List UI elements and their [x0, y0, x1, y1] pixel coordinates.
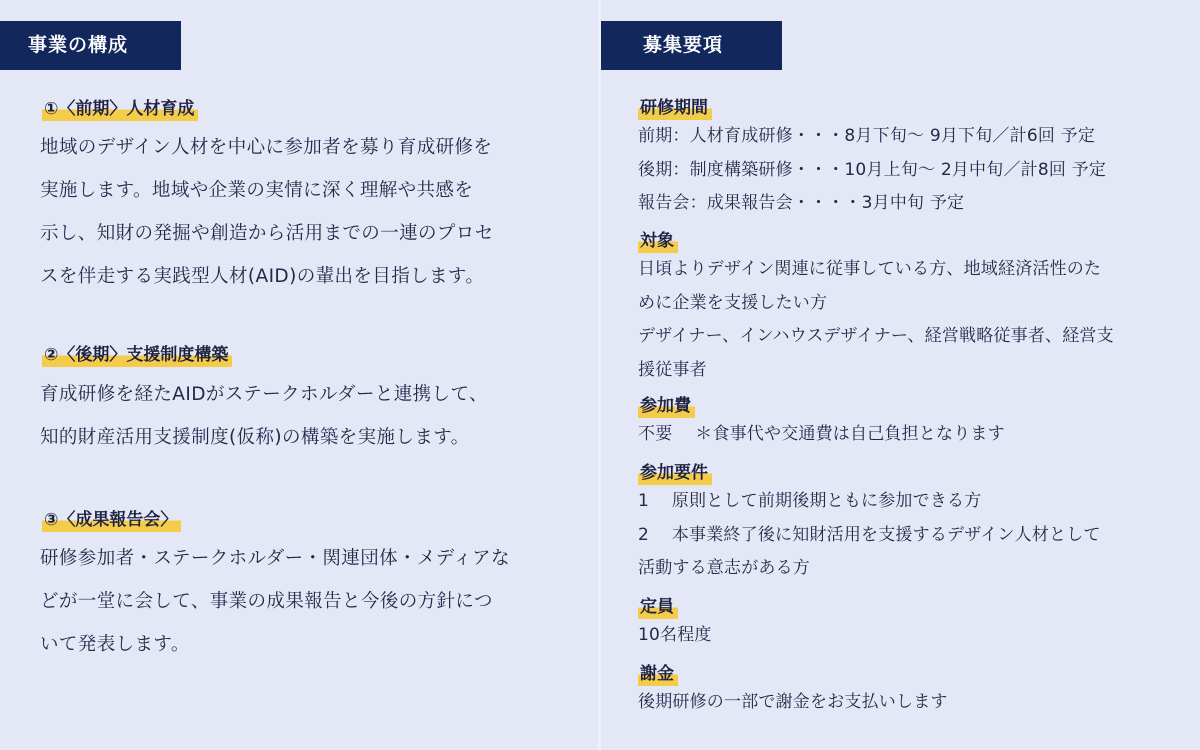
fee-line: 不要 ＊食事代や交通費は自己負担となります [638, 424, 1005, 444]
phase3-line: いて発表します。 [40, 634, 190, 655]
phase2-heading: ②〈後期〉支援制度構築 [42, 343, 232, 367]
capacity-line: 10名程度 [638, 625, 712, 645]
recruitment-title: 募集要項 [601, 21, 782, 70]
requirements-line: 1 原則として前期後期ともに参加できる方 [638, 491, 982, 511]
phase1-heading-wrap [42, 97, 198, 121]
phase3-line: どが一堂に会して、事業の成果報告と今後の方針につ [40, 591, 493, 612]
capacity-heading: 定員 [638, 595, 678, 619]
capacity-item [638, 595, 1183, 653]
requirements-text [638, 485, 1183, 586]
phase3-heading-wrap [42, 508, 181, 532]
period-line: 報告会：成果報告会・・・・3月中旬 予定 [638, 193, 965, 213]
phase2-line: 知的財産活用支援制度(仮称)の構築を実施します。 [40, 427, 470, 448]
fee-heading: 参加費 [638, 394, 695, 418]
honorarium-text [638, 686, 1183, 720]
target-text [638, 253, 1183, 387]
honorarium-item [638, 662, 1183, 720]
phase2-line: 育成研修を経たAIDがステークホルダーと連携して、 [40, 384, 488, 405]
phase1-line: 地域のデザイン人材を中心に参加者を募り育成研修を [40, 137, 493, 158]
phase1-line: 実施します。地域や企業の実情に深く理解や共感を [40, 180, 474, 201]
phase1-text [40, 126, 570, 298]
period-text [638, 120, 1183, 221]
fee-text [638, 418, 1183, 452]
honorarium-heading: 謝金 [638, 662, 678, 686]
period-line: 前期：人材育成研修・・・8月下旬～ 9月下旬／計6回 予定 [638, 126, 1096, 146]
target-line: 日頃よりデザイン関連に従事している方、地域経済活性のた [638, 259, 1102, 279]
structure-title: 事業の構成 [0, 21, 181, 70]
honorarium-line: 後期研修の一部で謝金をお支払いします [638, 692, 948, 712]
period-heading: 研修期間 [638, 96, 712, 120]
target-heading: 対象 [638, 229, 678, 253]
capacity-text [638, 619, 1183, 653]
phase1-heading: ①〈前期〉人材育成 [42, 97, 198, 121]
fee-item [638, 394, 1183, 452]
target-line: めに企業を支援したい方 [638, 292, 828, 313]
requirements-line: 2 本事業終了後に知財活用を支援するデザイン人材として [638, 524, 1101, 545]
phase2-heading-wrap [42, 343, 232, 367]
period-line: 後期：制度構築研修・・・10月上旬～ 2月中旬／計8回 予定 [638, 159, 1107, 180]
column-divider [598, 0, 601, 750]
period-item [638, 96, 1183, 221]
phase3-text [40, 537, 570, 666]
phase3-line: 研修参加者・ステークホルダー・関連団体・メディアな [40, 548, 510, 569]
requirements-line: 活動する意志がある方 [638, 558, 810, 578]
target-line: 援従事者 [638, 359, 707, 380]
target-line: デザイナー、インハウスデザイナー、経営戦略従事者、経営支 [638, 326, 1114, 346]
target-item [638, 229, 1183, 387]
requirements-heading: 参加要件 [638, 461, 712, 485]
phase2-text [40, 373, 570, 459]
phase1-line: スを伴走する実践型人材(AID)の輩出を目指します。 [40, 266, 485, 287]
requirements-item [638, 461, 1183, 586]
phase1-line: 示し、知財の発掘や創造から活用までの一連のプロセ [40, 223, 494, 244]
phase3-heading: ③〈成果報告会〉 [42, 508, 181, 532]
